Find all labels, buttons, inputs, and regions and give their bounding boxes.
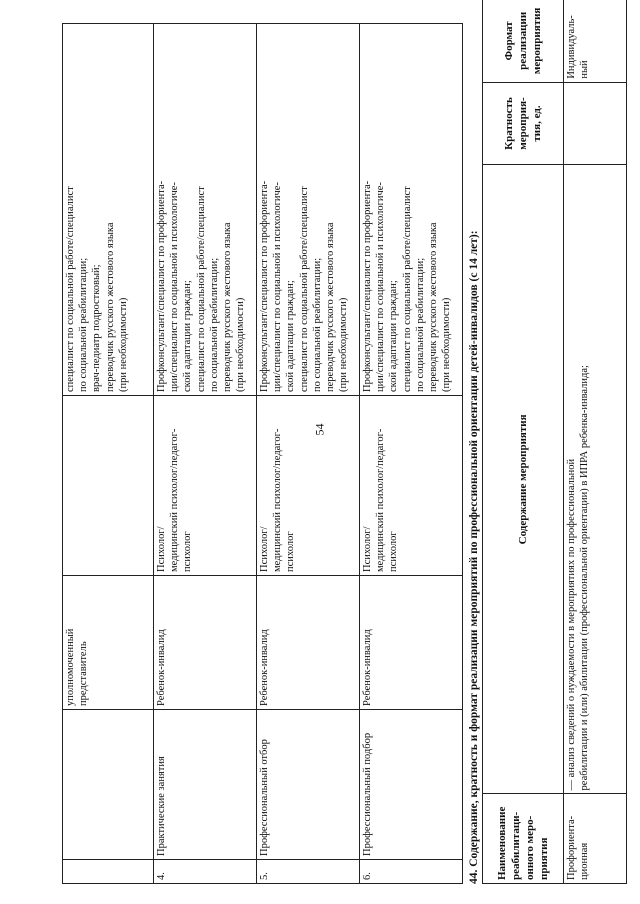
header-frequency: Кратность мероприя- тия, ед. (483, 82, 564, 165)
executor (63, 396, 154, 576)
table-header-row (483, 0, 564, 884)
measure-content: — анализ сведений о нуждаемости в мероприятиях по профессиональной реабилитации и (или) абилитации (профессиональной ориентации) в ИПРА ребенка-инвалида; (564, 165, 627, 794)
executor: Психолог/ медицинский психолог/педагог- психолог (360, 396, 463, 576)
specialists: Профконсультант/специалист по профориента- ции/специалист по социальной и психологиче- ской адаптации граждан; специалист по социальной работе/специалист по социальной реабилитации; переводчик русского жестового языка (при необходимости) (360, 24, 463, 396)
measure-name (63, 710, 154, 860)
executor: Психолог/ медицинский психолог/педагог- психолог (257, 396, 360, 576)
table-row (154, 24, 257, 884)
recipient: Ребенок-инвалид (154, 576, 257, 710)
recipient: Ребенок-инвалид (360, 576, 463, 710)
measure-format: Индивидуаль- ный (564, 0, 627, 82)
section-44-title: 44. Содержание, кратность и формат реализации мероприятий по профессиональной ориентации детей-инвалидов (с 14 лет): (468, 230, 480, 884)
table-row (564, 0, 627, 884)
measures-table-continued (62, 23, 463, 884)
header-content: Содержание мероприятия (483, 165, 564, 794)
measure-frequency (564, 82, 627, 165)
table-row (63, 24, 154, 884)
header-format: Формат реализации мероприятия (483, 0, 564, 82)
measure-name: Профориента- ционная (564, 794, 627, 884)
row-number: 6. (360, 860, 463, 884)
recipient: уполномоченный представитель (63, 576, 154, 710)
measure-name: Профессиональный подбор (360, 710, 463, 860)
executor: Психолог/ медицинский психолог/педагог- психолог (154, 396, 257, 576)
header-measure-name: Наименование реабилитаци- онного меро- приятия (483, 794, 564, 884)
table-row (257, 24, 360, 884)
row-number: 5. (257, 860, 360, 884)
row-number: 4. (154, 860, 257, 884)
section-44-table (482, 0, 627, 884)
measure-name: Практические занятия (154, 710, 257, 860)
specialists: Профконсультант/специалист по профориента- ции/специалист по социальной и психологиче- ской адаптации граждан; специалист по социальной работе/специалист по социальной реабилитации; переводчик русского жестового языка (при необходимости) (257, 24, 360, 396)
specialists: Профконсультант/специалист по профориента- ции/специалист по социальной и психологиче- ской адаптации граждан; специалист по социальной работе/специалист по социальной реабилитации; переводчик русского жестового языка (при необходимости) (154, 24, 257, 396)
row-number (63, 860, 154, 884)
measure-name: Профессиональный отбор (257, 710, 360, 860)
page-number: 54 (312, 423, 327, 436)
specialists: специалист по социальной работе/специалист по социальной реабилитации; врач-педиатр подростковый; переводчик русского жестового языка (при необходимости) (63, 24, 154, 396)
recipient: Ребенок-инвалид (257, 576, 360, 710)
table-row (360, 24, 463, 884)
